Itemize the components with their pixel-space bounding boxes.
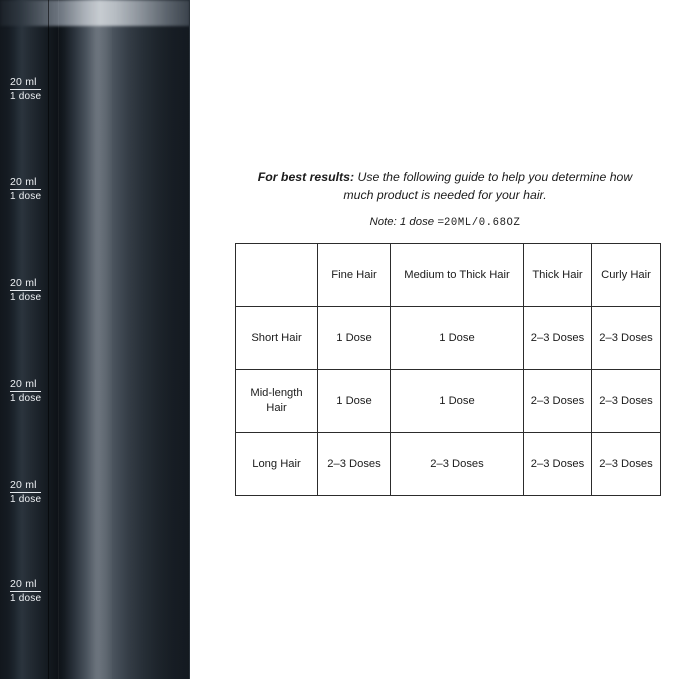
- row-header-short-hair: Short Hair: [236, 307, 318, 370]
- row-header-mid-length-hair: Mid-length Hair: [236, 370, 318, 433]
- scale-mark-volume: 20 ml: [10, 76, 37, 88]
- scale-mark-volume: 20 ml: [10, 176, 37, 188]
- scale-mark-rule: [10, 391, 41, 392]
- dose-note-value: 20ML/0.68OZ: [443, 217, 521, 229]
- scale-mark: [10, 578, 44, 605]
- table-row: [236, 370, 661, 433]
- table-row: [236, 307, 661, 370]
- scale-mark-rule: [10, 290, 41, 291]
- column-header-medium-to-thick-hair: Medium to Thick Hair: [391, 244, 524, 307]
- table-row: [236, 433, 661, 496]
- bottle-seam-highlight: [58, 0, 59, 679]
- scale-mark-dose: 1 dose: [10, 593, 42, 604]
- table-corner-cell: [236, 244, 318, 307]
- bottle-highlight-gloss: [86, 0, 112, 679]
- table-cell: 2–3 Doses: [524, 307, 592, 370]
- column-header-thick-hair: Thick Hair: [524, 244, 592, 307]
- scale-mark-dose: 1 dose: [10, 292, 42, 303]
- table-cell: 2–3 Doses: [592, 370, 661, 433]
- instructions-paragraph: [245, 168, 645, 204]
- scale-mark-dose: 1 dose: [10, 393, 42, 404]
- table-cell: 2–3 Doses: [592, 307, 661, 370]
- table-header-row: [236, 244, 661, 307]
- scale-mark: [10, 479, 44, 506]
- usage-guide-panel: [190, 0, 679, 679]
- scale-mark: [10, 176, 44, 203]
- instructions-lead: For best results:: [257, 170, 355, 184]
- table-cell: 2–3 Doses: [391, 433, 524, 496]
- dose-note: [245, 216, 645, 229]
- scale-mark-volume: 20 ml: [10, 378, 37, 390]
- table-cell: 2–3 Doses: [524, 370, 592, 433]
- table-cell: 2–3 Doses: [318, 433, 391, 496]
- scale-mark-dose: 1 dose: [10, 191, 42, 202]
- scale-mark-rule: [10, 591, 41, 592]
- scale-mark-volume: 20 ml: [10, 578, 37, 590]
- scale-mark: [10, 277, 44, 304]
- scale-mark-dose: 1 dose: [10, 494, 42, 505]
- column-header-fine-hair: Fine Hair: [318, 244, 391, 307]
- measurement-scale-label: [0, 0, 46, 679]
- scale-mark-volume: 20 ml: [10, 479, 37, 491]
- scale-mark: [10, 76, 44, 103]
- instructions-body: Use the following guide to help you determine how much product is needed for your hair.: [343, 170, 633, 202]
- scale-mark-rule: [10, 492, 41, 493]
- table-cell: 1 Dose: [318, 370, 391, 433]
- scale-mark-rule: [10, 189, 41, 190]
- dose-note-label: Note: 1 dose =: [369, 216, 444, 228]
- table-cell: 2–3 Doses: [524, 433, 592, 496]
- table-cell: 2–3 Doses: [592, 433, 661, 496]
- scale-mark-dose: 1 dose: [10, 91, 42, 102]
- table-cell: 1 Dose: [391, 370, 524, 433]
- bottle-seam-line: [48, 0, 49, 679]
- table-cell: 1 Dose: [318, 307, 391, 370]
- scale-mark-rule: [10, 89, 41, 90]
- scale-mark: [10, 378, 44, 405]
- row-header-long-hair: Long Hair: [236, 433, 318, 496]
- table-cell: 1 Dose: [391, 307, 524, 370]
- product-bottle-photo: [0, 0, 190, 679]
- column-header-curly-hair: Curly Hair: [592, 244, 661, 307]
- dosage-guide-table: [235, 243, 661, 496]
- scale-mark-volume: 20 ml: [10, 277, 37, 289]
